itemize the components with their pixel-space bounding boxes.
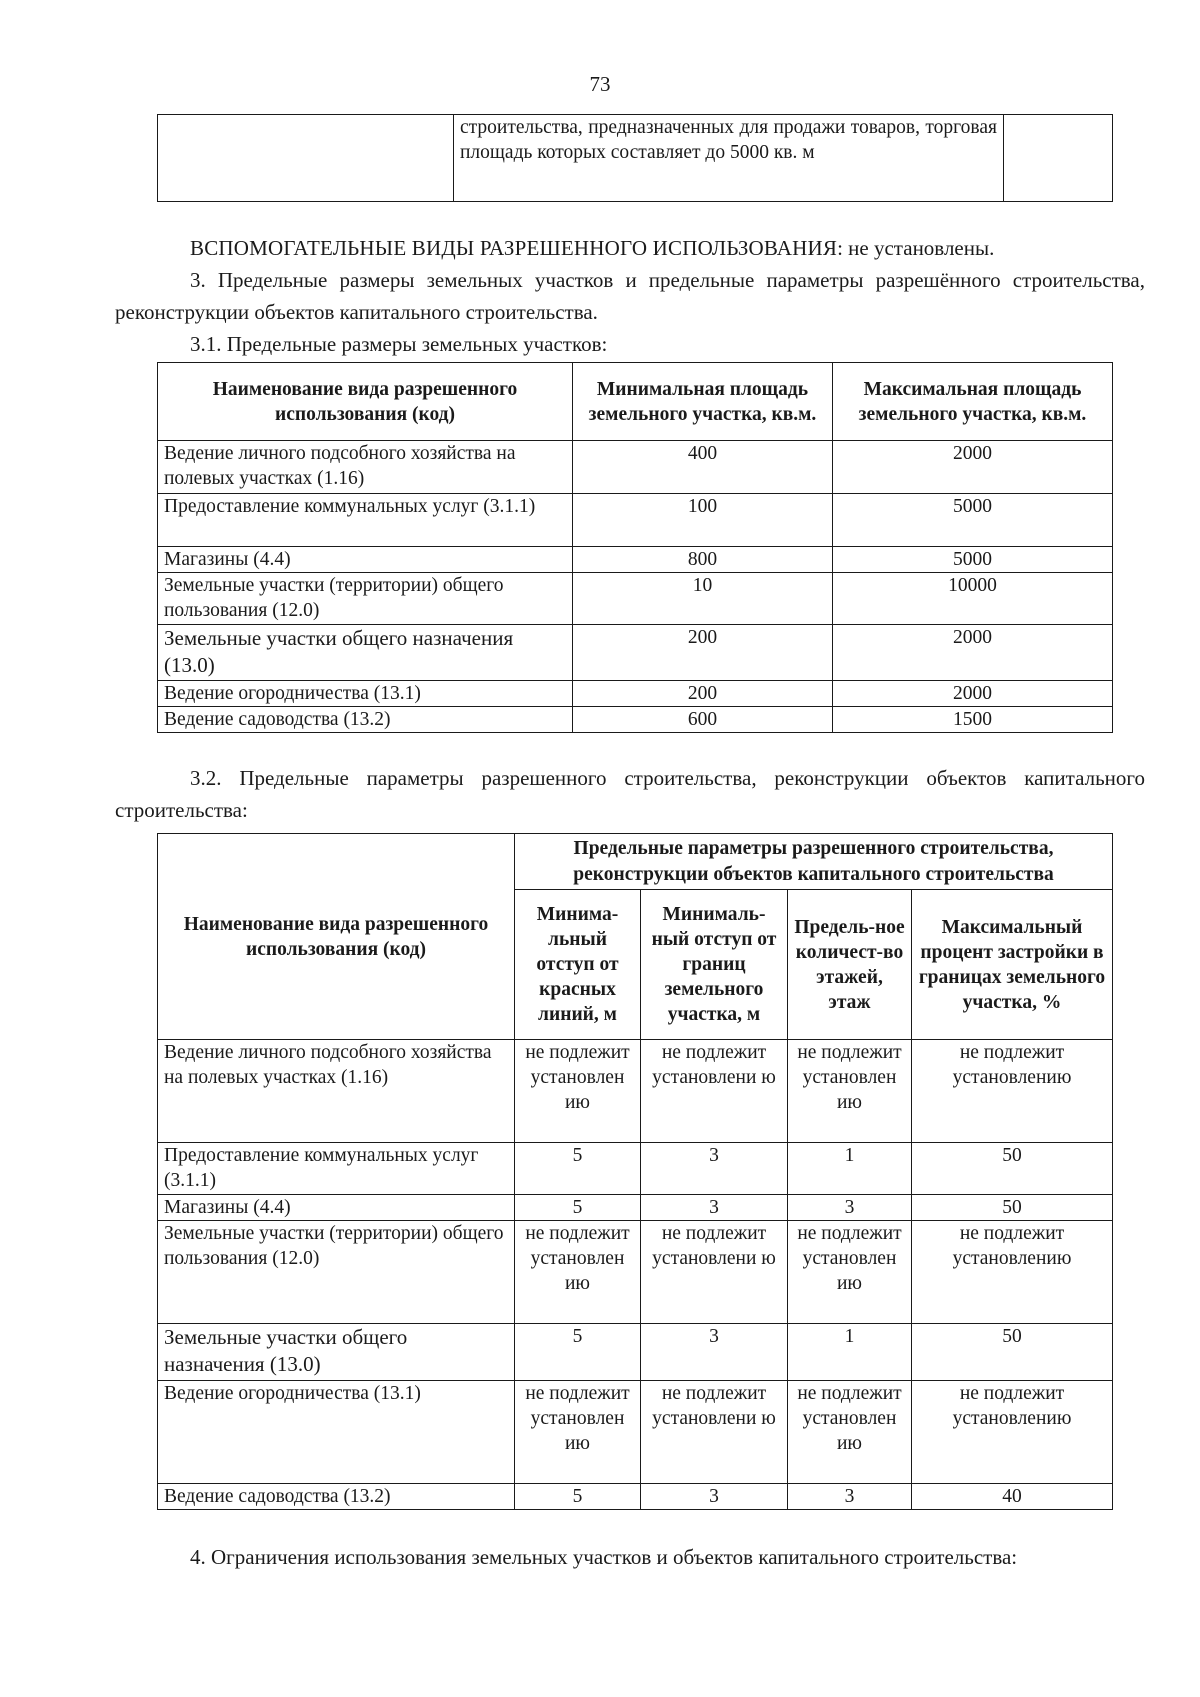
row-name: Земельные участки общего назначения (13.0) [158,625,573,681]
row-max-area: 5000 [833,547,1113,573]
row-min-area: 600 [573,707,833,733]
row-max-coverage: 50 [912,1324,1113,1381]
row-max-area: 2000 [833,681,1113,707]
row-name: Ведение садоводства (13.2) [158,1484,515,1510]
table-row [158,1143,1113,1195]
row-boundary-setback: не подлежит установлени ю [641,1221,788,1324]
table-row [158,625,1113,681]
row-boundary-setback: 3 [641,1484,788,1510]
table-row [158,1324,1113,1381]
column-header-red-line-setback: Минима-льный отступ от красных линий, м [515,890,641,1040]
row-max-floors: не подлежит установлен ию [788,1381,912,1484]
row-name: Земельные участки общего назначения (13.0) [158,1324,515,1381]
row-max-floors: 1 [788,1143,912,1195]
row-name: Ведение личного подсобного хозяйства на полевых участках (1.16) [158,441,573,494]
row-red-line-setback: не подлежит установлен ию [515,1040,641,1143]
plot-sizes-table [157,362,1113,733]
column-group-header: Предельные параметры разрешенного строительства, реконструкции объектов капитального строительства [515,834,1113,890]
table-row [158,1195,1113,1221]
row-min-area: 10 [573,573,833,625]
column-header-name: Наименование вида разрешенного использования (код) [158,834,515,1040]
column-header-boundary-setback: Минималь-ный отступ от границ земельного участка, м [641,890,788,1040]
row-name: Магазины (4.4) [158,1195,515,1221]
column-header-max-coverage: Максимальный процент застройки в границах земельного участка, % [912,890,1113,1040]
table-header-row [158,834,1113,890]
column-header-min-area: Минимальная площадь земельного участка, кв.м. [573,363,833,441]
table-row [158,707,1113,733]
table-row [158,441,1113,494]
column-header-name: Наименование вида разрешенного использования (код) [158,363,573,441]
section-4-heading: 4. Ограничения использования земельных участков и объектов капитального строительства: [190,1545,1018,1569]
row-boundary-setback: 3 [641,1324,788,1381]
row-max-area: 5000 [833,494,1113,547]
row-max-floors: не подлежит установлен ию [788,1040,912,1143]
table-row [158,1040,1113,1143]
table-row [158,573,1113,625]
row-red-line-setback: 5 [515,1195,641,1221]
row-red-line-setback: 5 [515,1484,641,1510]
row-max-floors: 3 [788,1484,912,1510]
column-header-max-area: Максимальная площадь земельного участка, кв.м. [833,363,1113,441]
row-name: Предоставление коммунальных услуг (3.1.1) [158,494,573,547]
row-max-coverage: 50 [912,1195,1113,1221]
row-max-coverage: 40 [912,1484,1113,1510]
section-3-1-heading: 3.1. Предельные размеры земельных участков: [190,332,608,356]
row-max-area: 1500 [833,707,1113,733]
row-red-line-setback: не подлежит установлен ию [515,1381,641,1484]
row-boundary-setback: не подлежит установлени ю [641,1381,788,1484]
table-row [158,115,1113,202]
row-boundary-setback: 3 [641,1195,788,1221]
row-name: Ведение огородничества (13.1) [158,681,573,707]
section-3-2-paragraph: 3.2. Предельные параметры разрешенного строительства, реконструкции объектов капитального строительства: [115,766,1145,822]
row-max-coverage: 50 [912,1143,1113,1195]
row-max-floors: не подлежит установлен ию [788,1221,912,1324]
row-max-coverage: не подлежит установлению [912,1381,1113,1484]
row-boundary-setback: не подлежит установлени ю [641,1040,788,1143]
row-max-floors: 3 [788,1195,912,1221]
section-3-paragraph: 3. Предельные размеры земельных участков и предельные параметры разрешённого строительства, реконструкции объектов капитального строительства. [115,268,1145,324]
row-red-line-setback: 5 [515,1143,641,1195]
row-boundary-setback: 3 [641,1143,788,1195]
column-header-max-floors: Предель-ное количест-во этажей, этаж [788,890,912,1040]
row-max-coverage: не подлежит установлению [912,1221,1113,1324]
row-max-floors: 1 [788,1324,912,1381]
row-max-area: 2000 [833,441,1113,494]
row-name: Земельные участки (территории) общего пользования (12.0) [158,573,573,625]
row-min-area: 200 [573,625,833,681]
row-max-area: 10000 [833,573,1113,625]
row-name: Магазины (4.4) [158,547,573,573]
row-red-line-setback: 5 [515,1324,641,1381]
row-red-line-setback: не подлежит установлен ию [515,1221,641,1324]
table-header-row [158,363,1113,441]
row-min-area: 200 [573,681,833,707]
table-cell-text: строительства, предназначенных для продажи товаров, торговая площадь которых составляет до 5000 кв. м [454,115,1004,202]
row-name: Ведение огородничества (13.1) [158,1381,515,1484]
row-min-area: 800 [573,547,833,573]
row-name: Предоставление коммунальных услуг (3.1.1) [158,1143,515,1195]
row-min-area: 400 [573,441,833,494]
table-row [158,1484,1113,1510]
table-row [158,1221,1113,1324]
row-name: Земельные участки (территории) общего пользования (12.0) [158,1221,515,1324]
row-max-coverage: не подлежит установлению [912,1040,1113,1143]
table-cell-empty [158,115,454,202]
table-row [158,681,1113,707]
table-row [158,1381,1113,1484]
row-name: Ведение личного подсобного хозяйства на полевых участках (1.16) [158,1040,515,1143]
page-number: 73 [589,72,611,96]
table-row [158,547,1113,573]
row-max-area: 2000 [833,625,1113,681]
auxiliary-uses-label: ВСПОМОГАТЕЛЬНЫЕ ВИДЫ РАЗРЕШЕННОГО ИСПОЛЬЗОВАНИЯ [190,236,838,260]
row-min-area: 100 [573,494,833,547]
construction-parameters-table [157,833,1113,1510]
row-name: Ведение садоводства (13.2) [158,707,573,733]
auxiliary-uses-value: : не установлены. [837,236,995,260]
auxiliary-uses-line [190,232,1130,264]
table-cell-empty [1004,115,1113,202]
continued-table [157,114,1113,202]
table-row [158,494,1113,547]
